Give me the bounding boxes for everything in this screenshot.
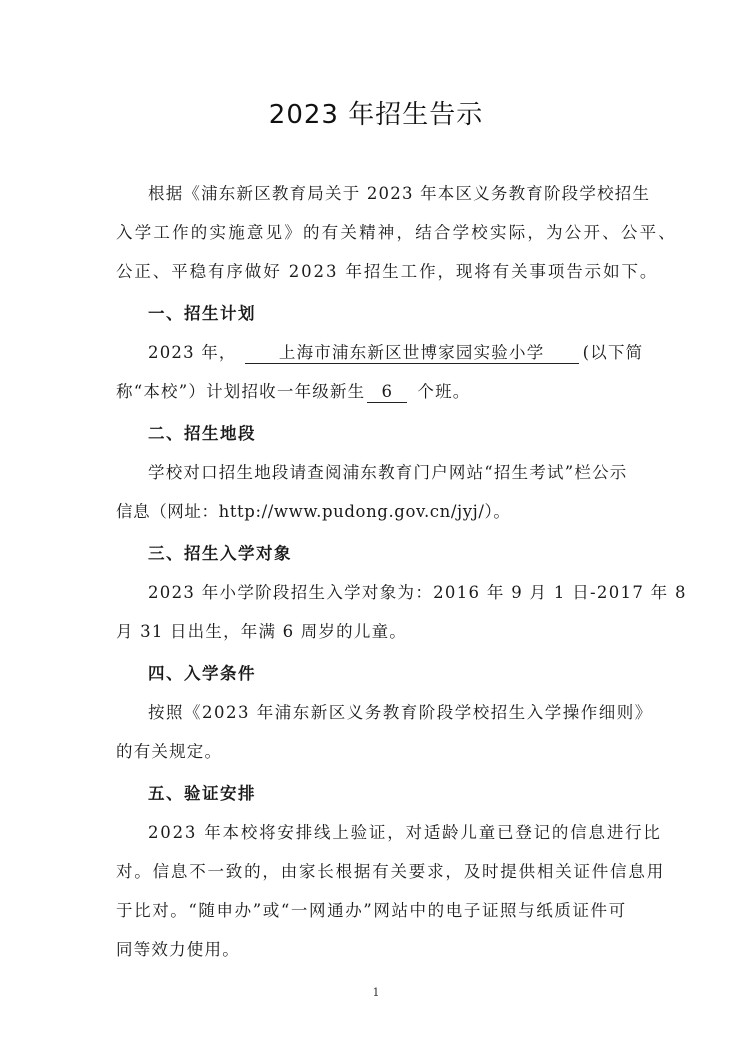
section-heading-eligibility: 三、招生入学对象 — [148, 544, 292, 563]
plan-text: 称“本校”）计划招收一年级新生 — [116, 382, 366, 401]
enrollment-plan-line-1 — [148, 342, 668, 364]
plan-suffix: 个班。 — [417, 382, 471, 401]
section-heading-conditions: 四、入学条件 — [148, 664, 256, 683]
conditions-line-1: 按照《2023 年浦东新区义务教育阶段学校招生入学操作细则》 — [148, 703, 653, 722]
intro-line-3: 公正、平稳有序做好 2023 年招生工作，现将有关事项告示如下。 — [116, 262, 659, 281]
page-title: 2023 年招生告示 — [268, 100, 484, 130]
verification-line-2: 对。信息不一致的，由家长根据有关要求，及时提供相关证件信息用 — [116, 862, 665, 881]
conditions-line-2: 的有关规定。 — [116, 742, 223, 761]
district-line-2: 信息（网址：http://www.pudong.gov.cn/jyj/）。 — [116, 502, 511, 521]
class-count: 6 — [367, 382, 407, 403]
district-line-1: 学校对口招生地段请查阅浦东教育门户网站“招生考试”栏公示 — [148, 463, 628, 482]
eligibility-line-1: 2023 年小学阶段招生入学对象为：2016 年 9 月 1 日-2017 年 8 — [148, 583, 687, 602]
section-heading-district: 二、招生地段 — [148, 424, 256, 443]
school-name: 上海市浦东新区世博家园实验小学 — [245, 343, 579, 364]
verification-line-3: 于比对。“随申办”或“一网通办”网站中的电子证照与纸质证件可 — [116, 901, 627, 920]
year-prefix: 2023 年， — [148, 343, 237, 362]
section-heading-enrollment-plan: 一、招生计划 — [148, 304, 256, 323]
section-heading-verification: 五、验证安排 — [148, 784, 256, 803]
enrollment-plan-line-2 — [116, 381, 676, 403]
abbrev-prefix: (以下简 — [582, 343, 644, 362]
intro-line-1: 根据《浦东新区教育局关于 2023 年本区义务教育阶段学校招生 — [148, 184, 651, 203]
verification-line-4: 同等效力使用。 — [116, 940, 240, 959]
verification-line-1: 2023 年本校将安排线上验证，对适龄儿童已登记的信息进行比 — [148, 823, 662, 842]
intro-line-2: 入学工作的实施意见》的有关精神，结合学校实际，为公开、公平、 — [116, 223, 677, 242]
eligibility-line-2: 月 31 日出生，年满 6 周岁的儿童。 — [116, 622, 407, 641]
page-number: 1 — [372, 986, 380, 999]
